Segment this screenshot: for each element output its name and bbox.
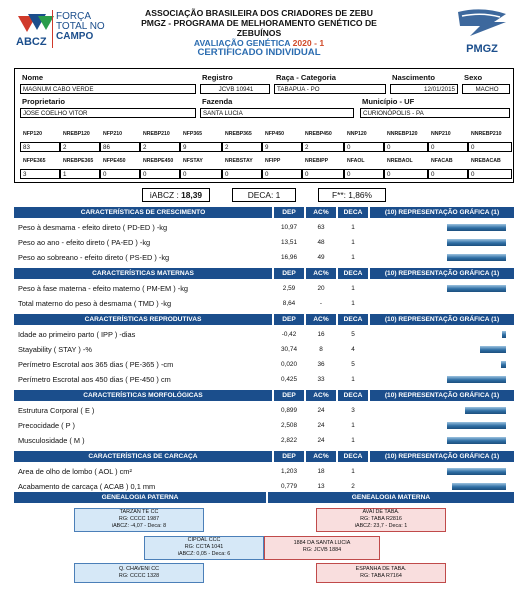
count-label: NFP210	[103, 131, 123, 137]
ac-header: AC%	[306, 314, 336, 325]
graph-header: (10) REPRESENTAÇÃO GRÁFICA (1)	[370, 451, 514, 462]
deca-value: 1	[351, 285, 355, 292]
count-label: NREBP450	[305, 131, 332, 137]
count-label: NNP120	[347, 131, 367, 137]
iabcz-label: iABCZ :	[149, 190, 182, 200]
count-label: NNREBP210	[471, 131, 502, 137]
count-label: NNP210	[431, 131, 451, 137]
ac-value: 16	[317, 331, 325, 338]
deca-value: 5	[351, 331, 355, 338]
count-value: 9	[262, 142, 302, 152]
count-value: 3	[20, 169, 60, 179]
ac-value: 33	[317, 376, 325, 383]
dep-bar	[447, 437, 506, 444]
slogan-line: FORÇA	[56, 11, 91, 22]
evaluation-label: AVALIAÇÃO GENÉTICA	[193, 38, 293, 48]
count-value: 0	[384, 169, 428, 179]
abcz-logo-text: ABCZ	[16, 36, 47, 48]
trait-label: Idade ao primeiro parto ( IPP ) -dias	[18, 330, 136, 339]
dep-value: 16,96	[281, 254, 297, 261]
trait-label: Perímetro Escrotal aos 365 dias ( PE-365 ) -cm	[18, 360, 174, 369]
pai-rg: RG: CCTA 1041	[184, 543, 224, 550]
count-value: 83	[20, 142, 60, 152]
count-value: 0	[468, 169, 512, 179]
deca-value: 1	[351, 437, 355, 444]
dep-value: 13,51	[281, 239, 297, 246]
avo-materna	[316, 563, 446, 583]
logo-divider	[52, 10, 53, 48]
deca-value: 4	[351, 346, 355, 353]
count-label: NFP120	[23, 131, 43, 137]
dep-value: 0,779	[281, 483, 297, 490]
ac-value: -	[319, 300, 323, 307]
ac-value: 24	[317, 437, 325, 444]
dep-bar	[465, 407, 506, 414]
count-value: 0	[140, 169, 180, 179]
municipio-value: CURIONÓPOLIS - PA	[360, 108, 510, 118]
avo-paterno-iabcz: iABCZ: -4,07 - Deca: 8	[111, 522, 167, 529]
trait-label: Precocidade ( P )	[18, 421, 75, 430]
dep-bar	[501, 361, 506, 368]
ac-value: 36	[317, 361, 325, 368]
document-header	[128, 8, 390, 58]
count-value: 0	[100, 169, 140, 179]
ac-header: AC%	[306, 268, 336, 279]
trait-label: Peso à fase materna - efeito materno ( PM-EM ) -kg	[18, 284, 189, 293]
count-label: NFAOL	[347, 158, 365, 164]
iabcz-value: 18,39	[181, 190, 203, 200]
iabcz-index	[142, 188, 210, 202]
deca-header: DECA	[338, 451, 368, 462]
deca-index: DECA: 1	[232, 188, 296, 202]
sexo-value: MACHO	[462, 84, 510, 94]
genealogia-paterna-header: GENEALOGIA PATERNA	[14, 492, 266, 503]
dep-header: DEP	[274, 268, 304, 279]
deca-header: DECA	[338, 390, 368, 401]
deca-value: 1	[351, 254, 355, 261]
avo-paterno-rg: RG: CCCC 1987	[118, 515, 160, 522]
count-label: NFSTAY	[183, 158, 203, 164]
graph-header: (10) REPRESENTAÇÃO GRÁFICA (1)	[370, 268, 514, 279]
ac-value: 63	[317, 224, 325, 231]
count-value: 0	[428, 169, 468, 179]
name-value: MAGNUM CABO VERDE	[20, 84, 196, 94]
deca-value: 1	[351, 468, 355, 475]
evaluation-year: 2020 - 1	[292, 38, 325, 48]
avo-materno-rg: RG: TABA R2816	[360, 515, 402, 522]
trait-label: Peso ao ano - efeito direto ( PA-ED ) -kg	[18, 238, 151, 247]
avo-materno	[316, 508, 446, 532]
trait-label: Acabamento de carcaça ( ACAB ) 0,1 mm	[18, 482, 156, 491]
count-value: 1	[60, 169, 100, 179]
count-value: 0	[344, 142, 384, 152]
f-index: F**: 1,86%	[318, 188, 386, 202]
graph-header: (10) REPRESENTAÇÃO GRÁFICA (1)	[370, 314, 514, 325]
nascimento-value: 12/01/2015	[390, 84, 458, 94]
deca-value: 1	[351, 224, 355, 231]
deca-header: DECA	[338, 268, 368, 279]
deca-value: 1	[351, 422, 355, 429]
trait-label: Perímetro Escrotal aos 450 dias ( PE-450 ) cm	[18, 375, 171, 384]
avo-materno-iabcz: iABCZ: 23,7 - Deca: 1	[354, 522, 408, 529]
trait-label: Total materno do peso à desmama ( TMD ) -kg	[18, 299, 172, 308]
dep-header: DEP	[274, 314, 304, 325]
avo-paterna-name: Q. CHAVENI CC	[118, 566, 160, 572]
deca-header: DECA	[338, 314, 368, 325]
name-label: Nome	[22, 73, 44, 82]
count-value: 2	[60, 142, 100, 152]
trait-label: Peso ao sobreano - efeito direto ( PS-ED ) -kg	[18, 253, 170, 262]
mae	[264, 536, 380, 560]
trait-label: Area de olho de lombo ( AOL ) cm²	[18, 467, 132, 476]
graph-header: (10) REPRESENTAÇÃO GRÁFICA (1)	[370, 207, 514, 218]
count-label: NFIPP	[265, 158, 281, 164]
count-value: 2	[140, 142, 180, 152]
slogan-line: CAMPO	[56, 31, 94, 42]
avo-materna-rg: RG: TABA R7164	[360, 572, 402, 579]
dep-value: 1,203	[281, 468, 297, 475]
dep-value: 2,508	[281, 422, 297, 429]
count-value: 2	[222, 142, 262, 152]
count-label: NREBP210	[143, 131, 170, 137]
count-label: NREBP365	[225, 131, 252, 137]
section-title: CARACTERÍSTICAS REPRODUTIVAS	[14, 314, 272, 325]
deca-value: 2	[351, 483, 355, 490]
count-label: NREBAOL	[387, 158, 413, 164]
pai	[144, 536, 264, 560]
pai-name: CIPOAL CCC	[187, 537, 221, 543]
dep-value: 10,97	[281, 224, 297, 231]
fazenda-value: SANTA LUCIA	[200, 108, 354, 118]
pmgz-logo-text: PMGZ	[466, 43, 498, 55]
header-line: PMGZ - PROGRAMA DE MELHORAMENTO GENÉTICO DE ZEBUÍNOS	[141, 18, 377, 38]
count-label: NREBACAB	[471, 158, 501, 164]
count-value: 0	[468, 142, 512, 152]
dep-bar	[447, 239, 506, 246]
dep-value: 0,425	[281, 376, 297, 383]
dep-bar	[447, 468, 506, 475]
trait-label: Musculosidade ( M )	[18, 436, 85, 445]
graph-header: (10) REPRESENTAÇÃO GRÁFICA (1)	[370, 390, 514, 401]
dep-bar	[447, 422, 506, 429]
proprietario-label: Proprietario	[22, 97, 66, 106]
dep-value: 8,64	[282, 300, 296, 307]
dep-value: 30,74	[281, 346, 297, 353]
count-label: NREBP120	[63, 131, 90, 137]
certificate-title: CERTIFICADO INDIVIDUAL	[197, 47, 321, 58]
dep-value: 2,59	[282, 285, 296, 292]
count-label: NFPE365	[23, 158, 46, 164]
avo-paterno	[74, 508, 204, 532]
mae-name: 1884 DA SANTA LUCIA	[293, 540, 351, 546]
raca-value: TABAPUA - PO	[274, 84, 386, 94]
genealogia-materna-header: GENEALOGIA MATERNA	[268, 492, 514, 503]
avo-paterna	[74, 563, 204, 583]
ac-value: 48	[317, 239, 325, 246]
ac-value: 24	[317, 407, 325, 414]
header-line: ASSOCIAÇÃO BRASILEIRA DOS CRIADORES DE ZEBU	[145, 8, 373, 18]
dep-value: 0,899	[281, 407, 297, 414]
registro-value: JCVB 10941	[200, 84, 270, 94]
ac-value: 18	[317, 468, 325, 475]
pmgz-logo	[452, 8, 512, 55]
count-value: 0	[222, 169, 262, 179]
deca-value: 5	[351, 361, 355, 368]
count-label: NNREBP120	[387, 131, 418, 137]
count-value: 0	[180, 169, 222, 179]
count-label: NFP450	[265, 131, 285, 137]
dep-bar	[452, 483, 506, 490]
avo-materna-name: ESPANHA DE TABA.	[355, 566, 407, 572]
dep-header: DEP	[274, 451, 304, 462]
section-title: CARACTERÍSTICAS MORFOLÓGICAS	[14, 390, 272, 401]
slogan-line: TOTAL NO	[56, 21, 105, 32]
dep-bar	[447, 254, 506, 261]
municipio-label: Município - UF	[362, 97, 415, 106]
fazenda-label: Fazenda	[202, 97, 233, 106]
nascimento-label: Nascimento	[392, 73, 436, 82]
count-label: NREBIPP	[305, 158, 329, 164]
count-value: 9	[180, 142, 222, 152]
proprietario-value: JOSE COELHO VITOR	[20, 108, 196, 118]
raca-label: Raça - Categoria	[276, 73, 336, 82]
trait-label: Estrutura Corporal ( E )	[18, 406, 95, 415]
count-value: 0	[302, 169, 344, 179]
registro-label: Registro	[202, 73, 233, 82]
ac-value: 24	[317, 422, 325, 429]
count-value: 0	[428, 142, 468, 152]
dep-bar	[447, 285, 506, 292]
avo-paterno-name: TARZAN TE CC	[119, 509, 159, 515]
count-label: NFP365	[183, 131, 203, 137]
count-label: NREBPE450	[143, 158, 174, 164]
count-value: 0	[384, 142, 428, 152]
dep-value: 0,020	[281, 361, 297, 368]
trait-label: Stayability ( STAY ) -%	[18, 345, 92, 354]
dep-header: DEP	[274, 390, 304, 401]
dep-value: -0,42	[281, 331, 297, 338]
trait-label: Peso à desmama - efeito direto ( PD-ED ) -kg	[18, 223, 168, 232]
dep-bar	[447, 376, 506, 383]
ac-header: AC%	[306, 390, 336, 401]
count-label: NFPE450	[103, 158, 126, 164]
count-value: 2	[302, 142, 344, 152]
ac-value: 8	[319, 346, 323, 353]
pai-iabcz: iABCZ: 0,05 - Deca: 6	[177, 550, 231, 557]
ac-header: AC%	[306, 451, 336, 462]
mae-rg: RG: JCVB 1884	[302, 546, 342, 553]
section-title: CARACTERÍSTICAS DE CRESCIMENTO	[14, 207, 272, 218]
avo-materno-name: AVAÍ DE TABA.	[362, 509, 400, 515]
ac-value: 20	[317, 285, 325, 292]
sexo-label: Sexo	[464, 73, 483, 82]
deca-value: 3	[351, 407, 355, 414]
deca-header: DECA	[338, 207, 368, 218]
ac-value: 13	[317, 483, 325, 490]
avo-paterna-rg: RG: CCCC 1328	[118, 572, 160, 579]
ac-value: 49	[317, 254, 325, 261]
section-title: CARACTERÍSTICAS DE CARCAÇA	[14, 451, 272, 462]
count-value: 0	[262, 169, 302, 179]
dep-bar	[447, 224, 506, 231]
count-value: 0	[344, 169, 384, 179]
dep-bar	[480, 346, 506, 353]
count-label: NREBSTAY	[225, 158, 253, 164]
deca-value: 1	[351, 300, 355, 307]
dep-bar	[502, 331, 506, 338]
ac-header: AC%	[306, 207, 336, 218]
count-value: 86	[100, 142, 140, 152]
count-label: NREBPE365	[63, 158, 94, 164]
deca-value: 1	[351, 376, 355, 383]
deca-value: 1	[351, 239, 355, 246]
dep-value: 2,822	[281, 437, 297, 444]
dep-header: DEP	[274, 207, 304, 218]
count-label: NFACAB	[431, 158, 453, 164]
section-title: CARACTERÍSTICAS MATERNAS	[14, 268, 272, 279]
logo-slogan	[56, 12, 116, 42]
